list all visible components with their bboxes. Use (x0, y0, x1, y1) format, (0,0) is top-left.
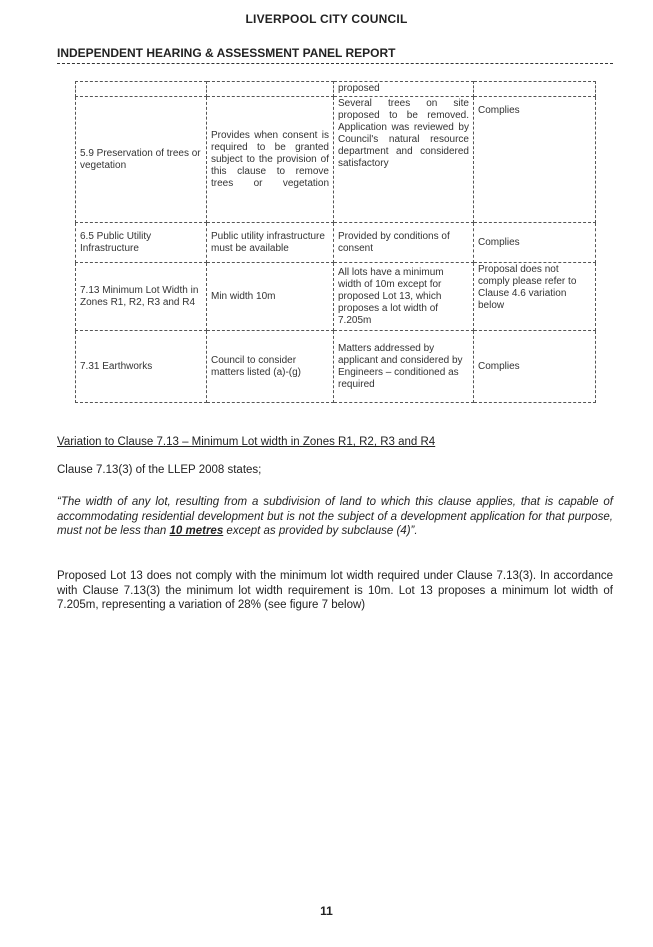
table-row (76, 263, 596, 331)
table-cell-provision: Several trees on site proposed to be removed. Application was reviewed by Council's natural resource department and considered satisfactory (334, 97, 474, 223)
table-cell-compliance: Complies (474, 97, 596, 223)
table-cell-provision: Matters addressed by applicant and considered by Engineers – conditioned as required (334, 331, 474, 403)
table-row (76, 223, 596, 263)
table-cell-clause: 5.9 Preservation of trees or vegetation (76, 97, 207, 223)
table-cell-provision: All lots have a minimum width of 10m except for proposed Lot 13, which proposes a lot width of 7.205m (334, 263, 474, 331)
page-number: 11 (320, 904, 333, 918)
table-cell-compliance (474, 82, 596, 97)
report-title: INDEPENDENT HEARING & ASSESSMENT PANEL REPORT (57, 46, 396, 60)
table-cell-provision: Provided by conditions of consent (334, 223, 474, 263)
section-heading: Variation to Clause 7.13 – Minimum Lot width in Zones R1, R2, R3 and R4 (57, 436, 436, 448)
intro-paragraph: Clause 7.13(3) of the LLEP 2008 states; (57, 464, 262, 476)
quote-text-before: “The width of any lot, resulting from a subdivision of land to which this clause applies, that is capable of accommodating residential development but is not the subject of a development application for that purpose, must not be less than (57, 496, 613, 537)
table-cell-compliance: Complies (474, 223, 596, 263)
compliance-table (75, 81, 596, 403)
clause-quote (57, 495, 613, 539)
table-cell-clause: 7.13 Minimum Lot Width in Zones R1, R2, R3 and R4 (76, 263, 207, 331)
header-rule (57, 63, 613, 64)
quote-emphasis: 10 metres (169, 525, 224, 537)
table-cell-requirement: Council to consider matters listed (a)-(g) (207, 331, 334, 403)
table-cell-requirement (207, 82, 334, 97)
table-cell-clause (76, 82, 207, 97)
table-cell-clause: 7.31 Earthworks (76, 331, 207, 403)
table-cell-provision: proposed (334, 82, 474, 97)
council-name: LIVERPOOL CITY COUNCIL (245, 12, 408, 26)
table-cell-requirement: Public utility infrastructure must be available (207, 223, 334, 263)
table-cell-compliance: Proposal does not comply please refer to Clause 4.6 variation below (474, 263, 596, 331)
table-row (76, 82, 596, 97)
variation-paragraph: Proposed Lot 13 does not comply with the minimum lot width required under Clause 7.13(3). In accordance with Clause 7.13(3) the minimum lot width requirement is 10m. Lot 13 proposes a minimum lot width of 7.205m, representing a variation of 28% (see figure 7 below) (57, 570, 613, 611)
table-row (76, 331, 596, 403)
table-cell-clause: 6.5 Public Utility Infrastructure (76, 223, 207, 263)
table-cell-compliance: Complies (474, 331, 596, 403)
table-cell-requirement: Min width 10m (207, 263, 334, 331)
quote-text-after: except as provided by subclause (4)”. (223, 525, 418, 537)
table-row (76, 97, 596, 223)
table-cell-requirement: Provides when consent is required to be granted subject to the provision of this clause to remove trees or vegetation (207, 97, 334, 223)
